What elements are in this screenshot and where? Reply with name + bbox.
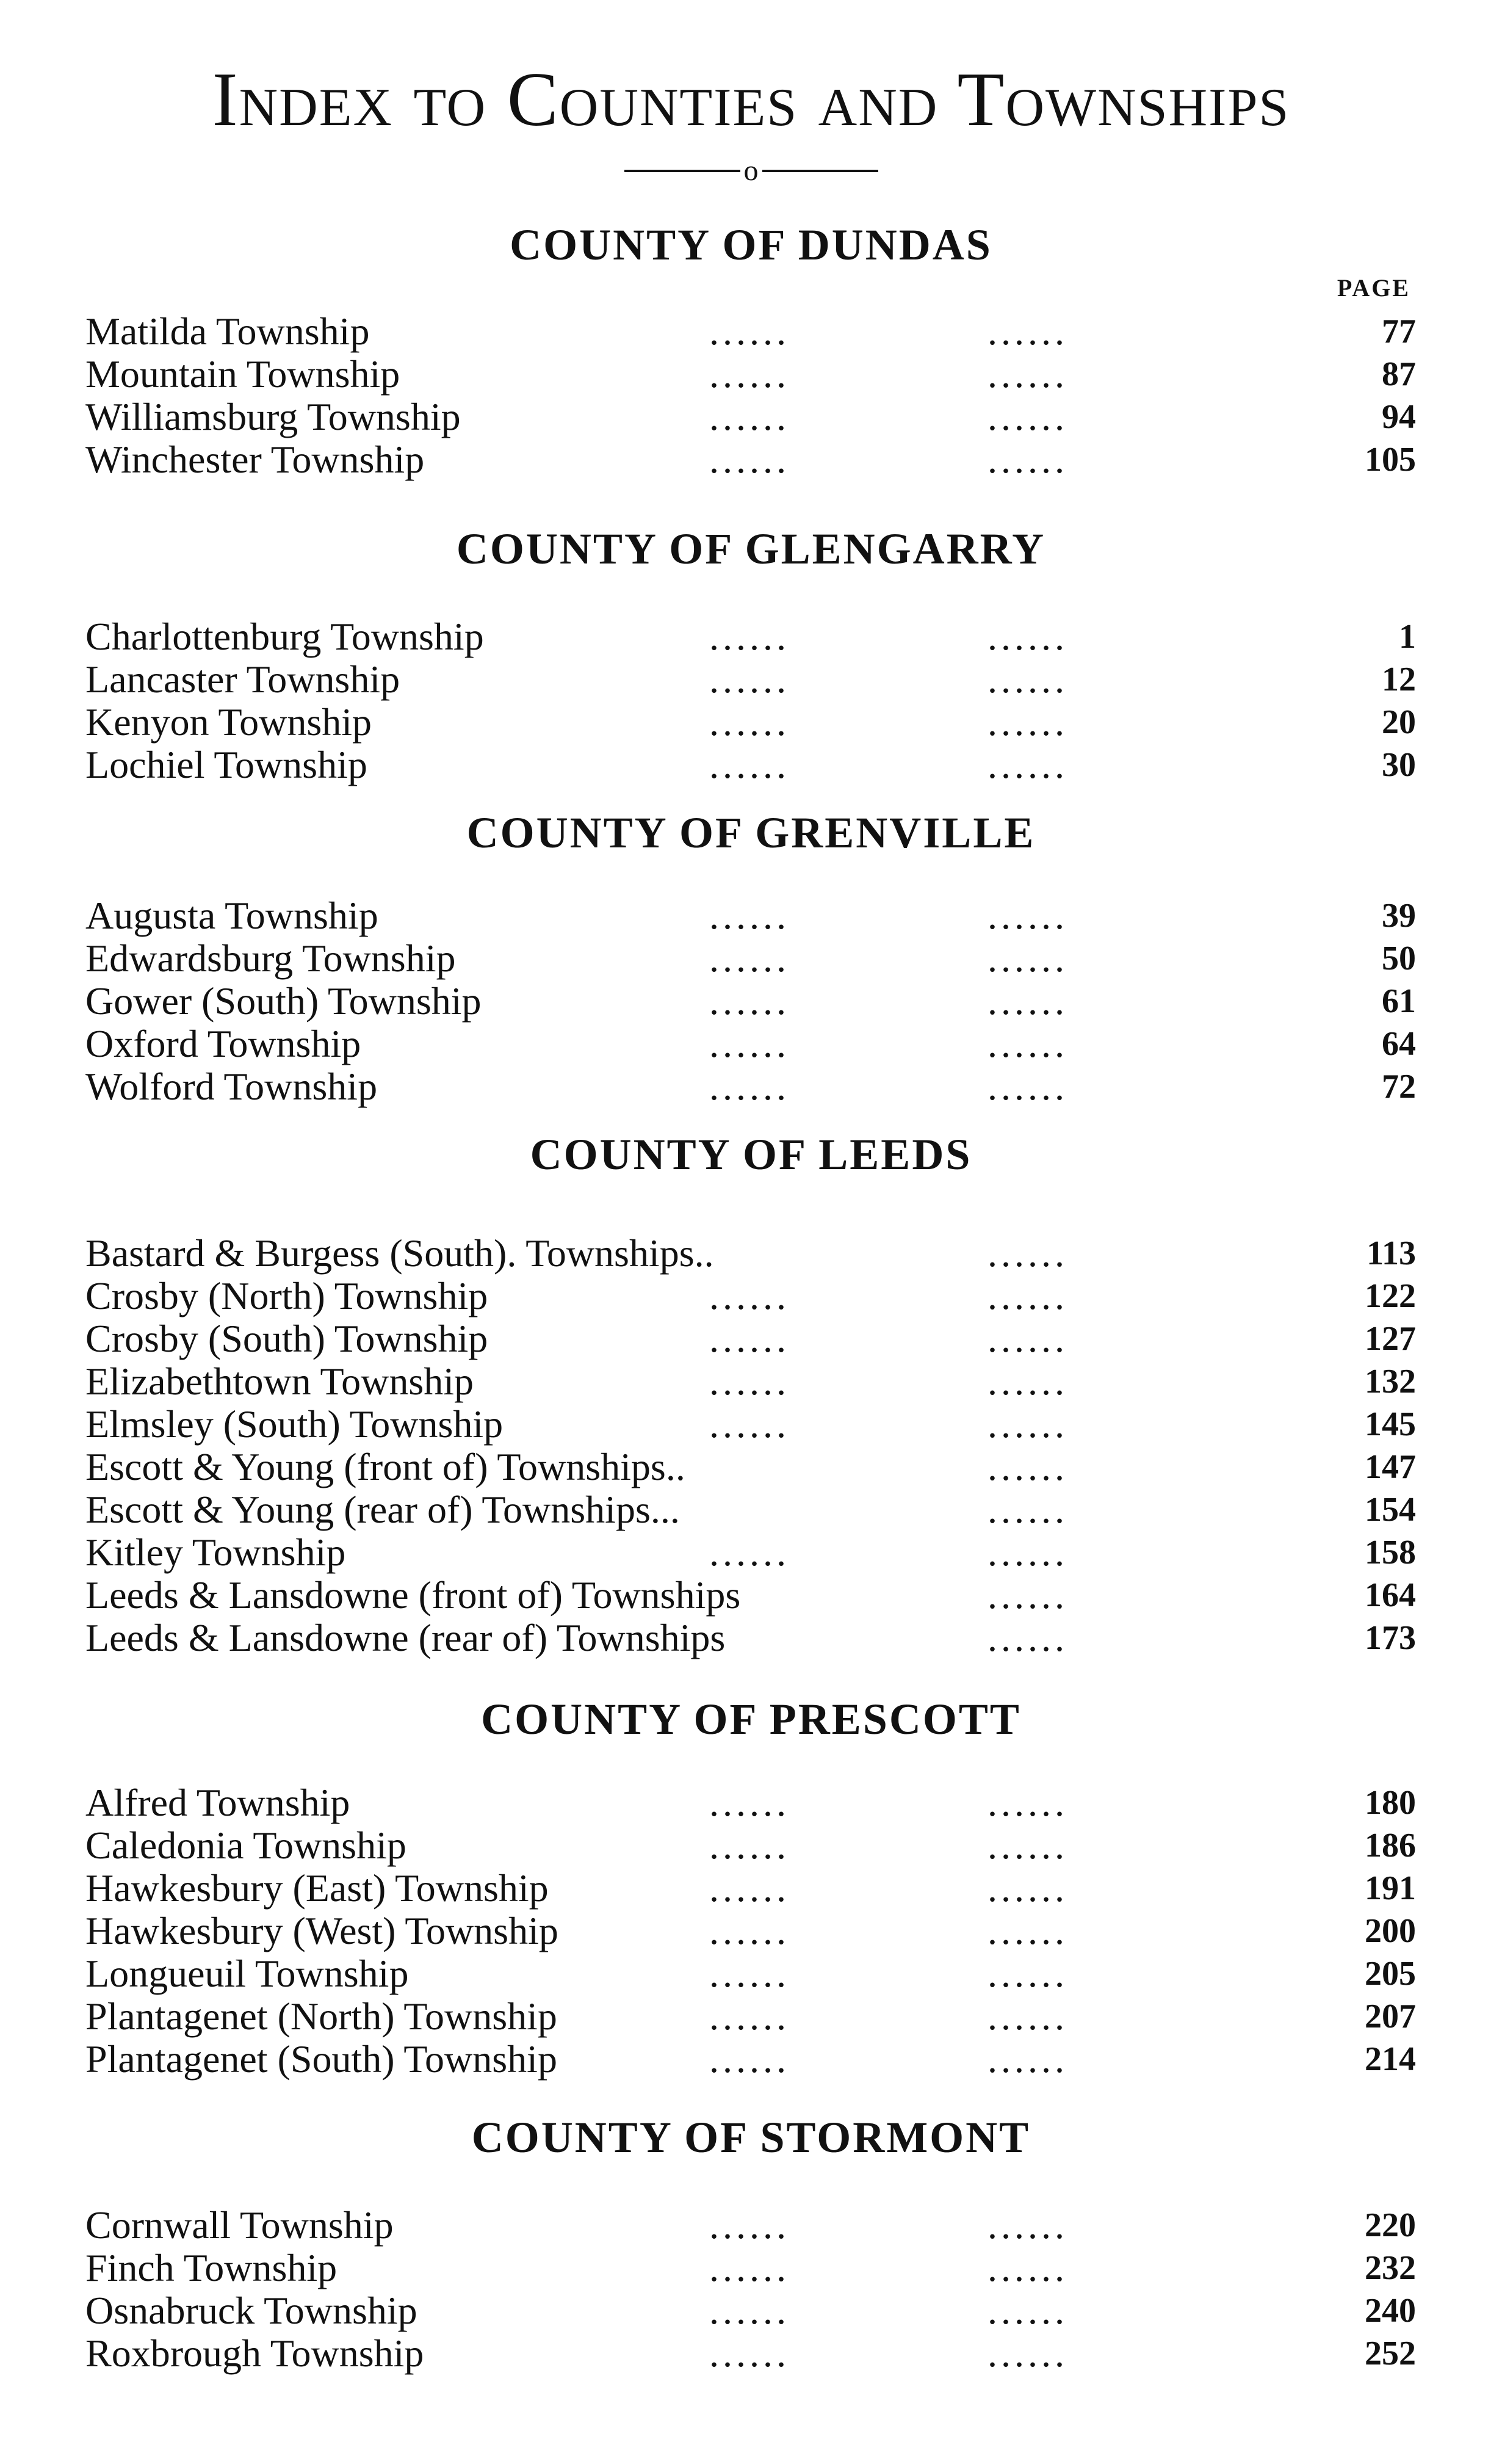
leader-dots: ...... xyxy=(709,743,790,786)
township-name: Elizabethtown Township xyxy=(85,1360,474,1403)
leader-dots: ...... xyxy=(987,1317,1068,1360)
township-name: Escott & Young (front of) Townships.. xyxy=(85,1445,685,1488)
page-number: 145 xyxy=(1365,1405,1416,1443)
leader-dots: ...... xyxy=(709,1022,790,1065)
leader-dots: ...... xyxy=(709,1866,790,1910)
page-number: 105 xyxy=(1365,441,1416,479)
index-entry xyxy=(85,1023,1416,1065)
leader-dots: ...... xyxy=(987,937,1068,980)
index-entry xyxy=(85,1275,1416,1317)
leader-dots: ...... xyxy=(987,1824,1068,1867)
index-entry xyxy=(85,1824,1416,1867)
township-name: Leeds & Lansdowne (rear of) Townships xyxy=(85,1616,726,1659)
township-name: Charlottenburg Township xyxy=(85,615,484,658)
page-number: 94 xyxy=(1382,398,1416,436)
township-name: Crosby (North) Township xyxy=(85,1274,488,1317)
township-name: Wolford Township xyxy=(85,1065,378,1108)
township-name: Lancaster Township xyxy=(85,658,400,701)
leader-dots: ...... xyxy=(709,1781,790,1824)
leader-dots: ...... xyxy=(709,1402,790,1446)
index-entry xyxy=(85,438,1416,481)
page-number: 200 xyxy=(1365,1912,1416,1950)
page-number: 1 xyxy=(1399,618,1416,656)
page-number: 147 xyxy=(1365,1448,1416,1486)
leader-dots: ...... xyxy=(709,894,790,937)
leader-dots: ...... xyxy=(709,658,790,701)
township-name: Caledonia Township xyxy=(85,1824,406,1867)
leader-dots: ...... xyxy=(987,352,1068,396)
page-number: 20 xyxy=(1382,703,1416,741)
township-name: Hawkesbury (East) Township xyxy=(85,1866,549,1910)
township-name: Alfred Township xyxy=(85,1781,350,1824)
page-number: 113 xyxy=(1367,1234,1416,1272)
index-entry xyxy=(85,1360,1416,1403)
county-heading: COUNTY OF STORMONT xyxy=(471,2113,1031,2162)
leader-dots: ...... xyxy=(709,1274,790,1317)
page-number: 12 xyxy=(1382,661,1416,698)
leader-dots: ...... xyxy=(987,2203,1068,2247)
township-name: Hawkesbury (West) Township xyxy=(85,1909,558,1952)
leader-dots: ...... xyxy=(987,1488,1068,1531)
page-number: 30 xyxy=(1382,746,1416,784)
page-column-label: PAGE xyxy=(1337,274,1410,302)
township-name: Escott & Young (rear of) Townships... xyxy=(85,1488,680,1531)
page-number: 72 xyxy=(1382,1068,1416,1106)
page-number: 252 xyxy=(1365,2335,1416,2372)
leader-dots: ...... xyxy=(987,438,1068,481)
township-name: Lochiel Township xyxy=(85,743,367,786)
page-number: 61 xyxy=(1382,982,1416,1020)
index-entry xyxy=(85,1910,1416,1952)
township-name: Williamsburg Township xyxy=(85,395,461,438)
leader-dots: ...... xyxy=(987,1866,1068,1910)
page-number: 207 xyxy=(1365,1998,1416,2035)
index-entry xyxy=(85,2332,1416,2375)
leader-dots: ...... xyxy=(709,700,790,744)
divider-mark: o xyxy=(743,154,759,187)
leader-dots: ...... xyxy=(709,2037,790,2081)
township-name: Bastard & Burgess (South). Townships.. xyxy=(85,1231,714,1275)
township-name: Elmsley (South) Township xyxy=(85,1402,504,1446)
page-number: 64 xyxy=(1382,1025,1416,1063)
page-number: 205 xyxy=(1365,1955,1416,1993)
township-name: Leeds & Lansdowne (front of) Townships xyxy=(85,1573,741,1617)
leader-dots: ...... xyxy=(987,658,1068,701)
index-entry xyxy=(85,2247,1416,2289)
leader-dots: ...... xyxy=(709,1824,790,1867)
county-heading: COUNTY OF DUNDAS xyxy=(510,220,992,269)
township-name: Finch Township xyxy=(85,2246,338,2289)
index-entry xyxy=(85,353,1416,396)
index-entry xyxy=(85,701,1416,744)
index-entry xyxy=(85,396,1416,438)
title-divider xyxy=(0,154,1502,186)
index-entry xyxy=(85,1995,1416,2038)
township-name: Longueuil Township xyxy=(85,1952,409,1995)
index-entry xyxy=(85,2204,1416,2247)
index-entry xyxy=(85,658,1416,701)
township-name: Oxford Township xyxy=(85,1022,361,1065)
leader-dots: ...... xyxy=(987,743,1068,786)
leader-dots: ...... xyxy=(987,1616,1068,1659)
leader-dots: ...... xyxy=(987,894,1068,937)
township-name: Plantagenet (South) Township xyxy=(85,2037,557,2081)
divider-rule-right xyxy=(762,170,878,172)
page-number: 122 xyxy=(1365,1277,1416,1315)
page-number: 220 xyxy=(1365,2206,1416,2244)
county-heading: COUNTY OF GLENGARRY xyxy=(456,524,1046,573)
page-number: 87 xyxy=(1382,355,1416,393)
index-entry xyxy=(85,1488,1416,1531)
township-name: Gower (South) Township xyxy=(85,979,482,1023)
leader-dots: ...... xyxy=(709,1909,790,1952)
leader-dots: ...... xyxy=(987,1573,1068,1617)
leader-dots: ...... xyxy=(709,1065,790,1108)
leader-dots: ...... xyxy=(987,1952,1068,1995)
leader-dots: ...... xyxy=(987,1360,1068,1403)
index-entry xyxy=(85,980,1416,1023)
leader-dots: ...... xyxy=(709,395,790,438)
index-entry xyxy=(85,937,1416,980)
leader-dots: ...... xyxy=(709,352,790,396)
leader-dots: ...... xyxy=(987,1022,1068,1065)
leader-dots: ...... xyxy=(709,310,790,353)
leader-dots: ...... xyxy=(709,2246,790,2289)
index-entry xyxy=(85,615,1416,658)
township-name: Osnabruck Township xyxy=(85,2289,417,2332)
index-entry xyxy=(85,1781,1416,1824)
page-number: 186 xyxy=(1365,1827,1416,1864)
page-number: 240 xyxy=(1365,2292,1416,2330)
township-name: Augusta Township xyxy=(85,894,378,937)
county-heading: COUNTY OF PRESCOTT xyxy=(481,1695,1021,1744)
page-number: 232 xyxy=(1365,2249,1416,2287)
page-number: 77 xyxy=(1382,313,1416,350)
leader-dots: ...... xyxy=(987,1909,1068,1952)
leader-dots: ...... xyxy=(987,2037,1068,2081)
leader-dots: ...... xyxy=(987,2332,1068,2375)
leader-dots: ...... xyxy=(987,1995,1068,2038)
page-number: 50 xyxy=(1382,940,1416,977)
index-entry xyxy=(85,744,1416,786)
index-entry xyxy=(85,1867,1416,1910)
leader-dots: ...... xyxy=(987,395,1068,438)
township-name: Matilda Township xyxy=(85,310,370,353)
township-name: Plantagenet (North) Township xyxy=(85,1995,557,2038)
index-entry xyxy=(85,1617,1416,1659)
leader-dots: ...... xyxy=(987,2289,1068,2332)
leader-dots: ...... xyxy=(987,1445,1068,1488)
leader-dots: ...... xyxy=(709,1317,790,1360)
page-number: 39 xyxy=(1382,897,1416,935)
page-title: Index to Counties and Townships xyxy=(212,57,1290,142)
index-entry xyxy=(85,1317,1416,1360)
leader-dots: ...... xyxy=(987,2246,1068,2289)
page-number: 132 xyxy=(1365,1363,1416,1400)
township-name: Cornwall Township xyxy=(85,2203,394,2247)
county-heading: COUNTY OF LEEDS xyxy=(530,1130,972,1179)
index-entry xyxy=(85,1065,1416,1108)
index-entry xyxy=(85,1446,1416,1488)
township-name: Crosby (South) Township xyxy=(85,1317,488,1360)
leader-dots: ...... xyxy=(987,1781,1068,1824)
leader-dots: ...... xyxy=(987,700,1068,744)
leader-dots: ...... xyxy=(987,615,1068,658)
divider-rule-left xyxy=(624,170,740,172)
leader-dots: ...... xyxy=(987,1231,1068,1275)
leader-dots: ...... xyxy=(709,1360,790,1403)
leader-dots: ...... xyxy=(709,1531,790,1574)
index-entry xyxy=(85,1531,1416,1574)
leader-dots: ...... xyxy=(709,979,790,1023)
township-name: Roxbrough Township xyxy=(85,2332,424,2375)
leader-dots: ...... xyxy=(709,438,790,481)
index-entry xyxy=(85,2289,1416,2332)
index-entry xyxy=(85,1232,1416,1275)
page-number: 127 xyxy=(1365,1320,1416,1358)
index-entry xyxy=(85,2038,1416,2081)
township-name: Edwardsburg Township xyxy=(85,937,456,980)
index-entry xyxy=(85,310,1416,353)
county-heading: COUNTY OF GRENVILLE xyxy=(466,808,1036,857)
index-entry xyxy=(85,1574,1416,1617)
township-name: Kitley Township xyxy=(85,1531,346,1574)
page-number: 180 xyxy=(1365,1784,1416,1822)
leader-dots: ...... xyxy=(709,2203,790,2247)
leader-dots: ...... xyxy=(987,1274,1068,1317)
page-number: 154 xyxy=(1365,1491,1416,1529)
page-number: 214 xyxy=(1365,2040,1416,2078)
leader-dots: ...... xyxy=(709,615,790,658)
leader-dots: ...... xyxy=(987,979,1068,1023)
leader-dots: ...... xyxy=(709,1952,790,1995)
page-number: 158 xyxy=(1365,1534,1416,1571)
leader-dots: ...... xyxy=(709,2289,790,2332)
leader-dots: ...... xyxy=(987,1402,1068,1446)
index-entry xyxy=(85,1952,1416,1995)
leader-dots: ...... xyxy=(987,310,1068,353)
page-number: 164 xyxy=(1365,1576,1416,1614)
index-entry xyxy=(85,1403,1416,1446)
page-number: 191 xyxy=(1365,1869,1416,1907)
index-entry xyxy=(85,894,1416,937)
leader-dots: ...... xyxy=(987,1531,1068,1574)
leader-dots: ...... xyxy=(709,1995,790,2038)
township-name: Winchester Township xyxy=(85,438,425,481)
leader-dots: ...... xyxy=(709,937,790,980)
leader-dots: ...... xyxy=(709,2332,790,2375)
page-number: 173 xyxy=(1365,1619,1416,1657)
township-name: Mountain Township xyxy=(85,352,400,396)
leader-dots: ...... xyxy=(987,1065,1068,1108)
township-name: Kenyon Township xyxy=(85,700,372,744)
